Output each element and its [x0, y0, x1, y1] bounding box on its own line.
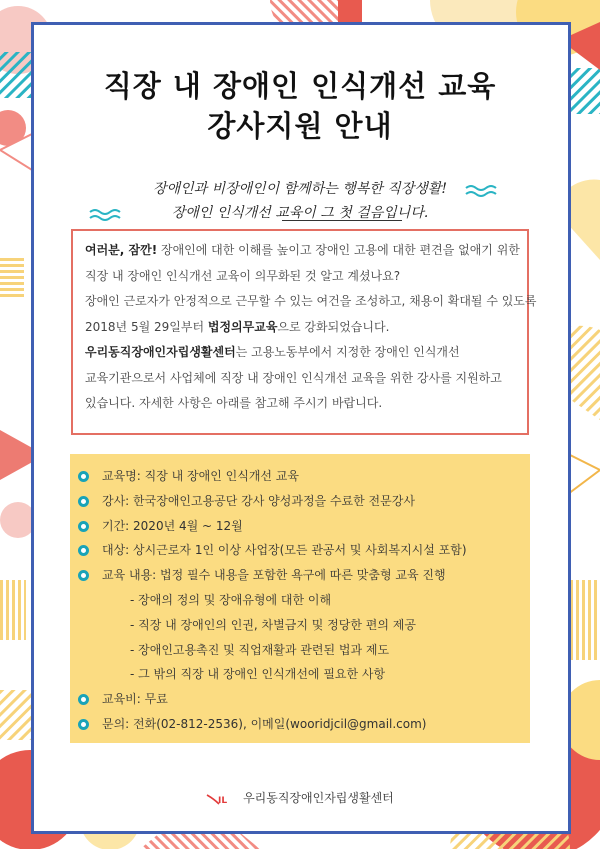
bullet-icon	[78, 694, 89, 705]
bullet-icon	[78, 496, 89, 507]
intro-text: 는 고용노동부에서 지정한 장애인 인식개선	[235, 345, 460, 359]
bullet-icon	[78, 471, 89, 482]
intro-paragraph-line	[85, 315, 515, 341]
intro-text: 2018년 5월 29일부터	[85, 319, 208, 334]
page-title-line1: 직장 내 장애인 인식개선 교육	[103, 69, 497, 103]
intro-text: 으로 강화되었습니다.	[277, 319, 390, 334]
info-text: 문의: 전화(02-812-2536), 이메일(wooridjcil@gmail.com)	[102, 716, 427, 731]
bullet-icon	[78, 521, 89, 532]
intro-paragraph-line: 교육기관으로서 사업체에 직장 내 장애인 인식개선 교육을 위한 강사를 지원하고	[85, 370, 502, 385]
info-subitem: - 직장 내 장애인의 인권, 차별금지 및 정당한 편의 제공	[130, 617, 416, 632]
intro-highlight: 여러분, 잠깐!	[85, 243, 158, 257]
slogan-underline	[282, 220, 402, 221]
page-title-line2: 강사지원 안내	[207, 109, 393, 143]
bullet-icon	[78, 545, 89, 556]
info-subitem: - 장애인고용촉진 및 직업재활과 관련된 법과 제도	[130, 642, 390, 657]
info-text: 기간: 2020년 4월 ~ 12월	[102, 518, 243, 533]
info-item-target	[102, 538, 530, 563]
bullet-icon	[78, 719, 89, 730]
info-item-period	[102, 514, 530, 539]
slogan-line1: 장애인과 비장애인이 함께하는 행복한 직장생활!	[153, 181, 447, 197]
info-item-fee	[102, 687, 530, 712]
footer	[0, 789, 600, 806]
info-text: 교육 내용: 법정 필수 내용을 포함한 욕구에 따른 맞춤형 교육 진행	[102, 568, 446, 583]
intro-paragraph-line	[85, 238, 520, 264]
slogan-line2: 장애인 인식개선 교육이 그 첫 걸음입니다.	[171, 205, 429, 221]
bullet-icon	[78, 570, 89, 581]
info-item-course	[102, 464, 530, 489]
intro-paragraph-line: 있습니다. 자세한 사항은 아래를 참고해 주시기 바랍니다.	[85, 396, 383, 410]
info-text: 강사: 한국장애인고용공단 강사 양성과정을 수료한 전문강사	[102, 493, 415, 508]
intro-text: 장애인에 대한 이해를 높이고 장애인 고용에 대한 편견을 없애기 위한	[157, 243, 520, 257]
intro-paragraph-line	[85, 340, 515, 366]
intro-highlight: 법정의무교육	[207, 319, 278, 334]
intro-paragraph-line: 장애인 근로자가 안정적으로 근무할 수 있는 여건을 조성하고, 채용이 확대될 수 있도록	[85, 294, 537, 308]
info-item-content	[102, 563, 530, 588]
intro-box	[71, 229, 537, 435]
intro-highlight: 우리동직장애인자립생활센터	[85, 345, 236, 359]
info-box	[70, 454, 530, 743]
svg-text:IL: IL	[218, 795, 228, 806]
info-text: 대상: 상시근로자 1인 이상 사업장(모든 관공서 및 사회복지시설 포함)	[102, 543, 467, 558]
info-item-instructor	[102, 489, 530, 514]
info-subitem: - 장애의 정의 및 장애유형에 대한 이해	[130, 592, 332, 607]
intro-paragraph-line: 직장 내 장애인 인식개선 교육이 의무화된 것 알고 계셨나요?	[85, 268, 401, 283]
org-logo-icon	[206, 792, 234, 806]
info-text: 교육비: 무료	[102, 692, 168, 707]
info-subitem: - 그 밖의 직장 내 장애인 인식개선에 필요한 사항	[130, 667, 386, 682]
info-item-contact	[102, 712, 530, 737]
info-text: 교육명: 직장 내 장애인 인식개선 교육	[102, 469, 299, 483]
org-name: 우리동직장애인자립생활센터	[243, 791, 394, 805]
